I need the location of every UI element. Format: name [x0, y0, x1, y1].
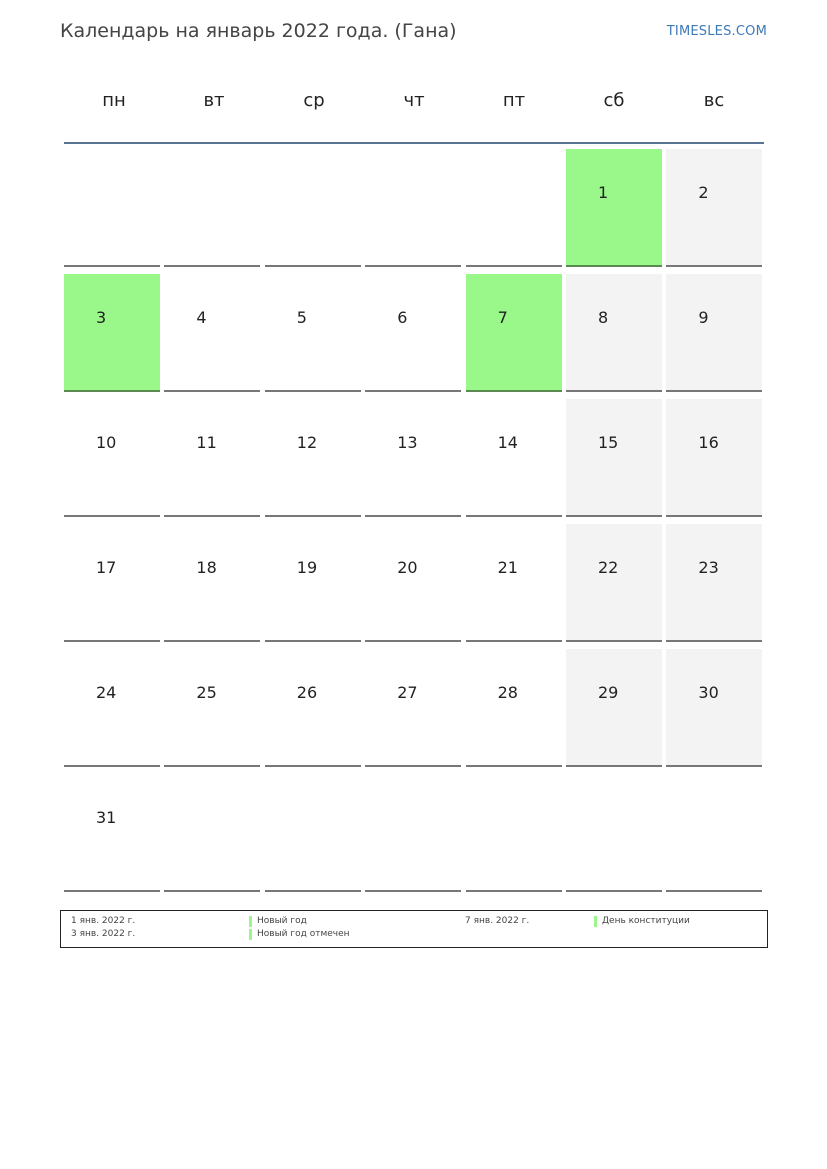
day-number: 19: [296, 558, 318, 577]
day-number: 8: [598, 308, 609, 327]
calendar-day-31: [64, 774, 160, 892]
calendar-day-14: [466, 399, 562, 517]
brand-link[interactable]: TIMESLES.COM: [666, 24, 767, 39]
calendar-cell-empty: [164, 149, 260, 267]
calendar-day-16: [666, 399, 762, 517]
day-number: 7: [497, 308, 508, 327]
calendar-day-17: [64, 524, 160, 642]
day-number: 9: [698, 308, 709, 327]
day-number: 22: [598, 558, 619, 577]
calendar-cell-empty: [666, 774, 762, 892]
day-number: 30: [698, 683, 719, 702]
calendar-day-4: [164, 274, 260, 392]
day-number: 2: [698, 183, 709, 202]
calendar-day-23: [666, 524, 762, 642]
day-number: 12: [296, 433, 318, 452]
legend-date-3: 7 янв. 2022 г.: [465, 916, 530, 926]
holiday-legend: [60, 910, 768, 948]
calendar-day-20: [365, 524, 461, 642]
day-number: 15: [598, 433, 619, 452]
header-divider: [64, 142, 764, 144]
weekday-tue: вт: [203, 90, 225, 111]
calendar-day-11: [164, 399, 260, 517]
calendar-cell-empty: [365, 149, 461, 267]
weekday-thu: чт: [403, 90, 425, 111]
calendar-cell-empty: [64, 149, 160, 267]
day-number: 3: [96, 308, 107, 327]
calendar-cell-empty: [265, 149, 361, 267]
weekday-wed: ср: [303, 90, 325, 111]
day-number: 11: [196, 433, 217, 452]
calendar-day-25: [164, 649, 260, 767]
day-number: 10: [96, 433, 117, 452]
calendar-day-19: [265, 524, 361, 642]
day-number: 26: [296, 683, 318, 702]
legend-marker-1: [249, 916, 252, 927]
day-number: 4: [196, 308, 207, 327]
calendar-cell-empty: [466, 149, 562, 267]
page-title: Календарь на январь 2022 года. (Гана): [60, 20, 457, 42]
weekday-sat: сб: [603, 90, 625, 111]
calendar-day-27: [365, 649, 461, 767]
calendar-day-1: [566, 149, 662, 267]
weekday-sun: вс: [703, 90, 725, 111]
calendar-day-5: [265, 274, 361, 392]
calendar-cell-empty: [265, 774, 361, 892]
calendar-day-15: [566, 399, 662, 517]
weekday-header: [64, 90, 764, 111]
day-number: 18: [196, 558, 217, 577]
day-number: 27: [397, 683, 418, 702]
day-number: 24: [96, 683, 117, 702]
calendar-day-21: [466, 524, 562, 642]
legend-marker-3: [594, 916, 597, 927]
calendar-day-8: [566, 274, 662, 392]
calendar-day-6: [365, 274, 461, 392]
day-number: 13: [397, 433, 418, 452]
day-number: 16: [698, 433, 719, 452]
calendar-day-24: [64, 649, 160, 767]
calendar-day-22: [566, 524, 662, 642]
day-number: 17: [96, 558, 117, 577]
legend-date-2: 3 янв. 2022 г.: [71, 929, 136, 939]
calendar-cell-empty: [566, 774, 662, 892]
day-number: 6: [397, 308, 408, 327]
calendar-day-28: [466, 649, 562, 767]
day-number: 5: [296, 308, 307, 327]
calendar-day-10: [64, 399, 160, 517]
day-number: 21: [497, 558, 518, 577]
calendar-day-12: [265, 399, 361, 517]
calendar-day-7: [466, 274, 562, 392]
weekday-mon: пн: [102, 90, 126, 111]
weekday-fri: пт: [502, 90, 526, 111]
day-number: 1: [598, 183, 609, 202]
day-number: 29: [598, 683, 619, 702]
calendar-cell-empty: [466, 774, 562, 892]
calendar-day-9: [666, 274, 762, 392]
calendar-cell-empty: [164, 774, 260, 892]
day-number: 20: [397, 558, 418, 577]
calendar-day-2: [666, 149, 762, 267]
day-number: 14: [497, 433, 518, 452]
calendar-day-30: [666, 649, 762, 767]
calendar-day-13: [365, 399, 461, 517]
legend-date-1: 1 янв. 2022 г.: [71, 916, 136, 926]
legend-name-1: Новый год: [257, 916, 307, 926]
calendar-cell-empty: [365, 774, 461, 892]
day-number: 23: [698, 558, 719, 577]
calendar-day-26: [265, 649, 361, 767]
calendar-day-3: [64, 274, 160, 392]
day-number: 28: [497, 683, 518, 702]
legend-name-2: Новый год отмечен: [257, 929, 350, 939]
calendar-day-29: [566, 649, 662, 767]
legend-marker-2: [249, 929, 252, 940]
calendar-day-18: [164, 524, 260, 642]
day-number: 31: [96, 808, 117, 827]
legend-name-3: День конституции: [602, 916, 690, 926]
day-number: 25: [196, 683, 217, 702]
